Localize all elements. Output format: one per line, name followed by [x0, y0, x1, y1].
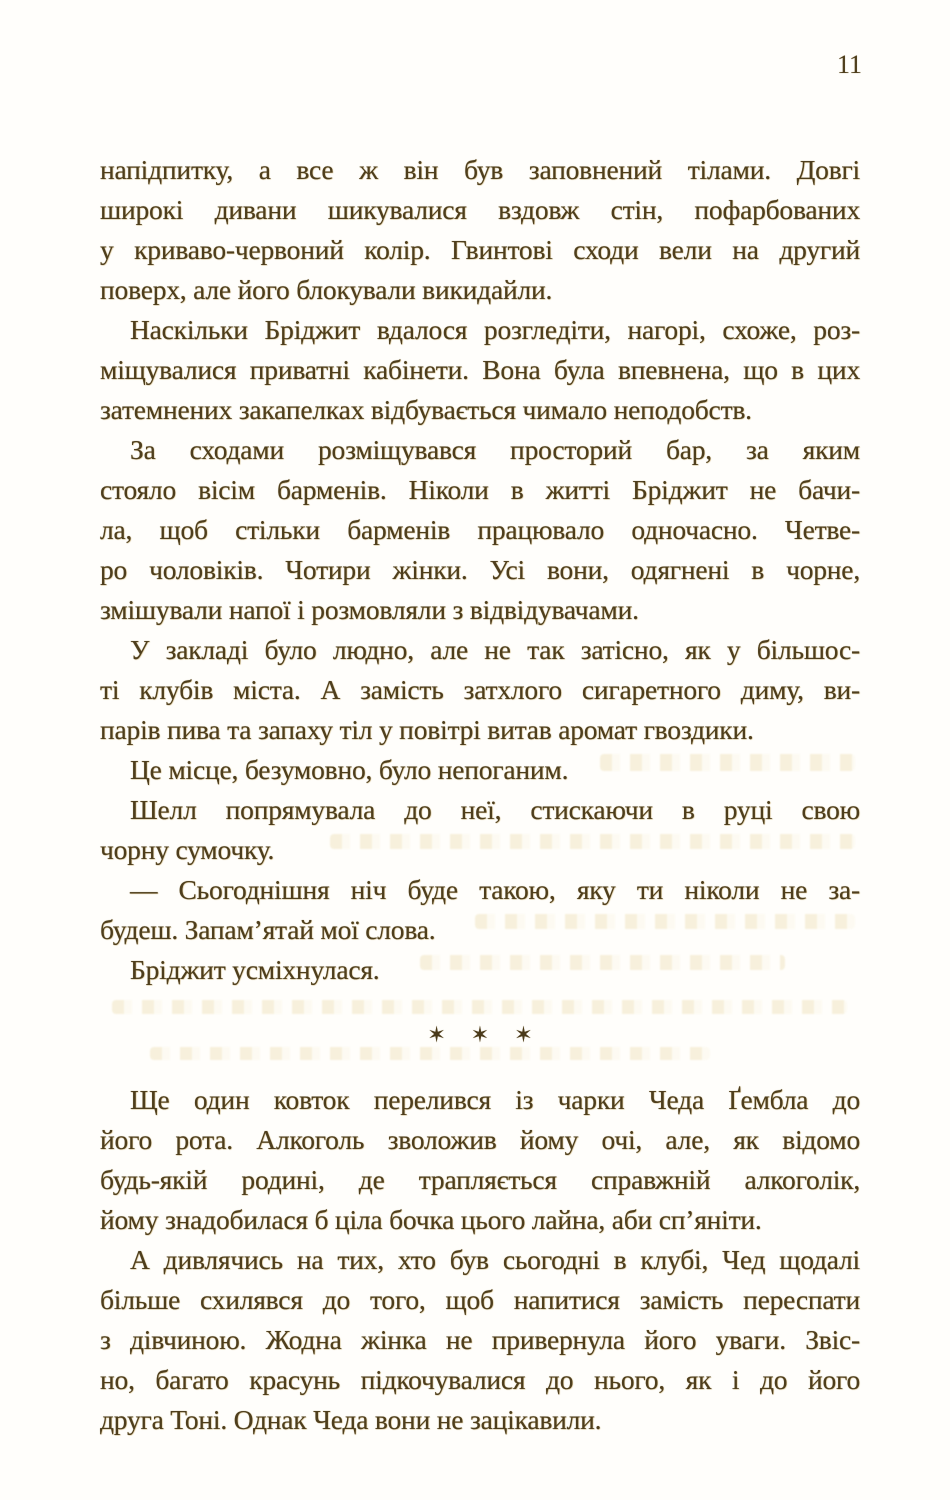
paragraph	[100, 950, 860, 990]
paragraph	[100, 310, 860, 430]
text-line: затемнених закапелках відбувається чимало неподобств.	[100, 394, 752, 425]
text-line: широкі дивани шикувалися вздовж стін, пофарбованих	[100, 194, 860, 225]
text-line: Бріджит усміхнулася.	[130, 954, 380, 985]
text-line: ла, щоб стільки барменів працювало одночасно. Четве-	[100, 514, 860, 545]
text-line: міщувалися приватні кабінети. Вона була впевнена, що в цих	[100, 354, 860, 385]
text-line: А дивлячись на тих, хто був сьогодні в клубі, Чед щодалі	[130, 1244, 860, 1275]
text-line: Це місце, безумовно, було непоганим.	[130, 754, 569, 785]
text-line: Шелл попрямувала до неї, стискаючи в руці свою	[130, 794, 860, 825]
paragraph	[100, 870, 860, 950]
text-line: ті клубів міста. А замість затхлого сигаретного диму, ви-	[100, 674, 860, 705]
text-line: йому знадобилася б ціла бочка цього лайна, аби сп’яніти.	[100, 1204, 762, 1235]
text-line: змішували напої і розмовляли з відвідувачами.	[100, 594, 639, 625]
text-line: парів пива та запаху тіл у повітрі витав аромат гвоздики.	[100, 714, 754, 745]
text-line: За сходами розміщувався просторий бар, за яким	[130, 434, 860, 465]
text-line: У закладі було людно, але не так затісно, як у більшос-	[130, 634, 860, 665]
text-line: більше схилявся до того, щоб напитися замість переспати	[100, 1284, 860, 1315]
text-block	[100, 150, 860, 1440]
text-line: у криваво-червоний колір. Гвинтові сходи вели на другий	[100, 234, 860, 265]
text-line: будь-якій родині, де трапляється справжній алкоголік,	[100, 1164, 860, 1195]
text-line: стояло вісім барменів. Ніколи в житті Бріджит не бачи-	[100, 474, 860, 505]
paragraph	[100, 790, 860, 870]
paragraph	[100, 1080, 860, 1240]
text-line: Ще один ковток перелився із чарки Чеда Ґембла до	[130, 1084, 860, 1115]
text-line: будеш. Запам’ятай мої слова.	[100, 914, 436, 945]
paragraph	[100, 750, 860, 790]
text-line: чорну сумочку.	[100, 834, 275, 865]
text-line: ро чоловіків. Чотири жінки. Усі вони, одягнені в чорне,	[100, 554, 860, 585]
section-separator: ✶ ✶ ✶	[427, 1022, 533, 1048]
text-line: Наскільки Бріджит вдалося розгледіти, нагорі, схоже, роз-	[130, 314, 860, 345]
text-line: — Сьогоднішня ніч буде такою, яку ти ніколи не за-	[130, 874, 860, 905]
paragraph	[100, 630, 860, 750]
text-line: но, багато красунь підкочувалися до нього, як і до його	[100, 1364, 860, 1395]
text-line: з дівчиною. Жодна жінка не привернула його уваги. Звіс-	[100, 1324, 860, 1355]
text-line: друга Тоні. Однак Чеда вони не зацікавили.	[100, 1404, 602, 1435]
paragraph	[100, 1240, 860, 1440]
paragraph	[100, 430, 860, 630]
text-line: його рота. Алкоголь зволожив йому очі, але, як відомо	[100, 1124, 860, 1155]
text-line: поверх, але його блокували викидайли.	[100, 274, 553, 305]
text-line: напідпитку, а все ж він був заповнений тілами. Довгі	[100, 154, 860, 185]
page-number: 11	[836, 50, 862, 79]
paragraph	[100, 150, 860, 310]
